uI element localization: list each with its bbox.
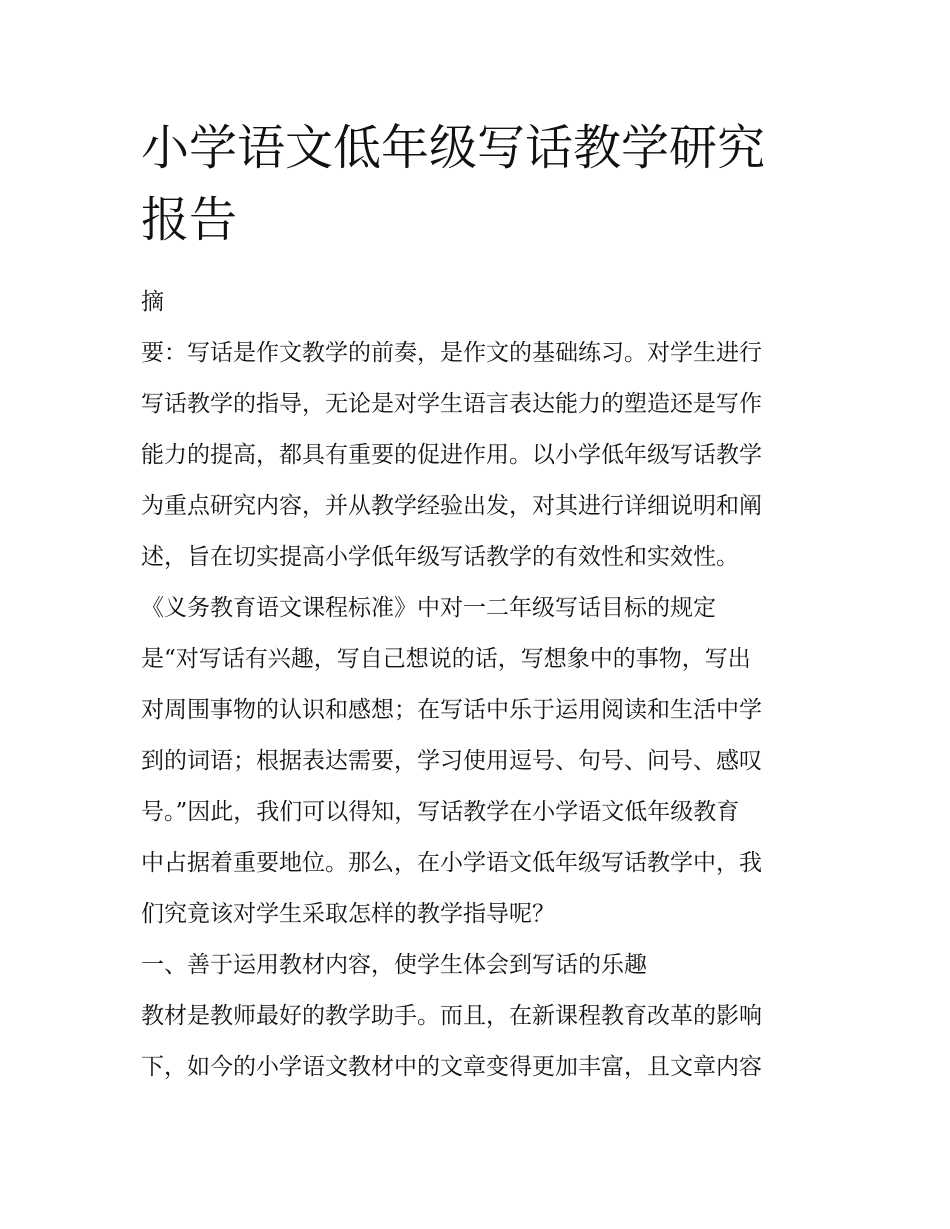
text-line: 《义务教育语文课程标准》中对一二年级写话目标的规定 bbox=[141, 595, 716, 621]
text-line: 到的词语；根据表达需要，学习使用逗号、句号、问号、感叹 bbox=[141, 748, 762, 774]
text-line: 能力的提高，都具有重要的促进作用。以小学低年级写话教学 bbox=[141, 442, 762, 468]
title-line-2: 报告 bbox=[141, 192, 238, 248]
text-line: 教材是教师最好的教学助手。而且，在新课程教育改革的影响 bbox=[141, 1003, 762, 1029]
text-line: 下，如今的小学语文教材中的文章变得更加丰富，且文章内容 bbox=[141, 1054, 762, 1080]
text-line: 对周围事物的认识和感想；在写话中乐于运用阅读和生活中学 bbox=[141, 697, 762, 723]
document-body bbox=[141, 277, 831, 1093]
text-line: 写话教学的指导，无论是对学生语言表达能力的塑造还是写作 bbox=[141, 391, 762, 417]
text-line: 们究竟该对学生采取怎样的教学指导呢？ bbox=[141, 901, 555, 927]
section-heading: 一、善于运用教材内容，使学生体会到写话的乐趣 bbox=[141, 952, 647, 978]
document-title bbox=[141, 112, 821, 256]
text-line: 是“对写话有兴趣，写自己想说的话，写想象中的事物，写出 bbox=[141, 646, 751, 672]
abstract-label: 摘 bbox=[141, 289, 164, 315]
text-line: 述，旨在切实提高小学低年级写话教学的有效性和实效性。 bbox=[141, 544, 739, 570]
text-line: 要：写话是作文教学的前奏，是作文的基础练习。对学生进行 bbox=[141, 340, 762, 366]
title-line-1: 小学语文低年级写话教学研究 bbox=[141, 120, 766, 176]
text-line: 为重点研究内容，并从教学经验出发，对其进行详细说明和阐 bbox=[141, 493, 762, 519]
text-line: 号。”因此，我们可以得知，写话教学在小学语文低年级教育 bbox=[141, 799, 740, 825]
text-line: 中占据着重要地位。那么，在小学语文低年级写话教学中，我 bbox=[141, 850, 762, 876]
